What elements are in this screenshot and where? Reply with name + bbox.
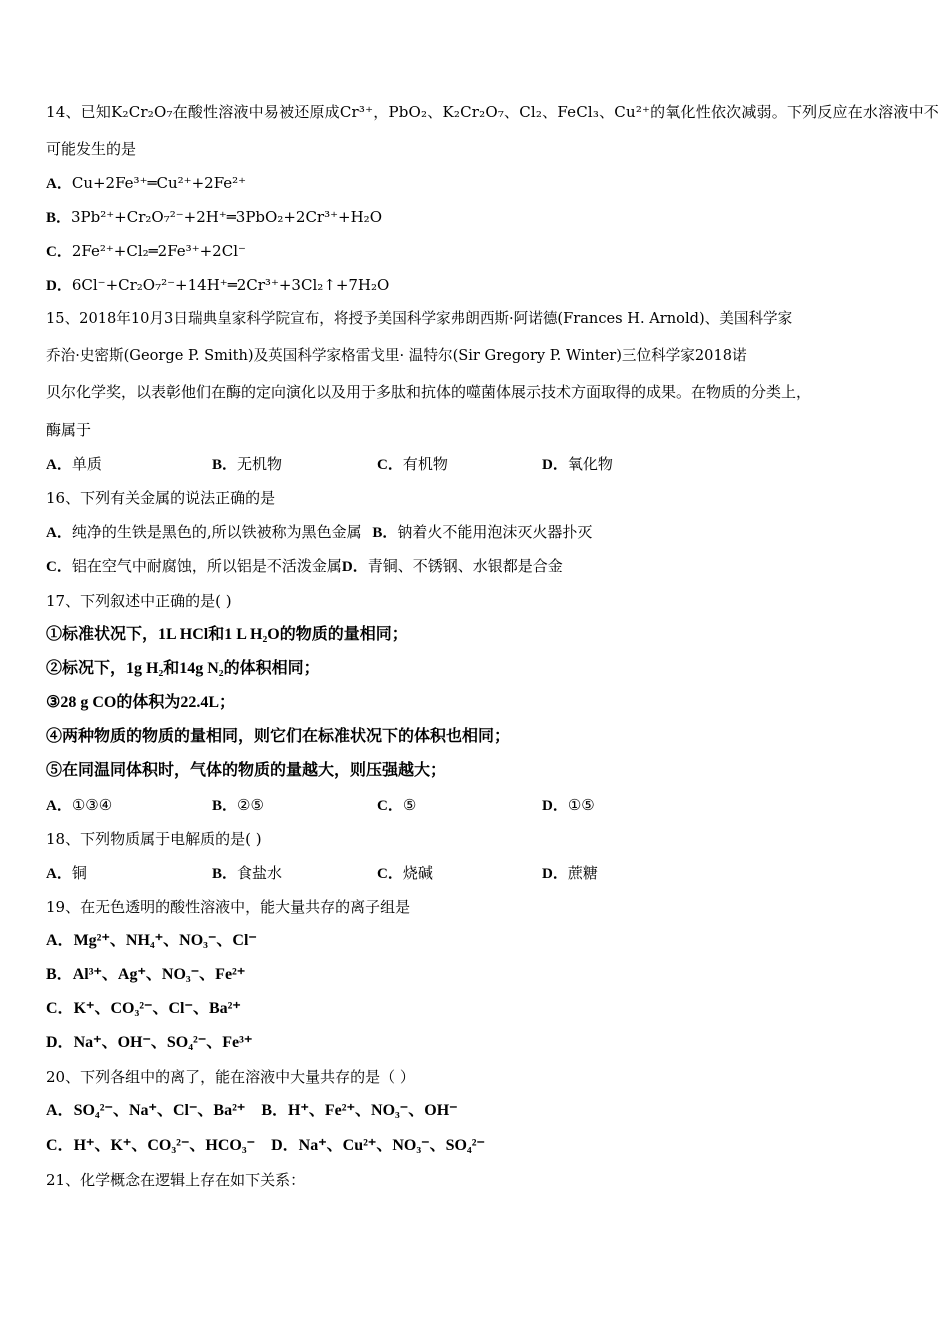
q16-option-d: D．青铜、不锈钢、水银都是合金: [341, 557, 563, 575]
q15-stem-line-4: 酶属于: [46, 421, 92, 439]
q17-statement-1: ①标准状况下，1L HCl和1 L H₂O的物质的量相同；: [46, 626, 408, 643]
q15-option-a: A．单质: [46, 455, 102, 473]
q17-statement-4: ④两种物质的物质的量相同，则它们在标准状况下的体积也相同；: [46, 728, 511, 745]
q18-stem: 18、下列物质属于电解质的是( ): [46, 830, 262, 848]
q16-options-row-1: [46, 521, 592, 544]
q18-option-a: A．铜: [46, 864, 87, 882]
q16-option-a: A．纯净的生铁是黑色的,所以铁被称为黑色金属: [46, 523, 362, 541]
q16-options-row-2: [46, 555, 563, 578]
q15-stem-line-3: 贝尔化学奖，以表彰他们在酶的定向演化以及用于多肽和抗体的噬菌体展示技术方面取得的成果。在物质的分类上，: [46, 383, 812, 401]
q20-option-c: C．H⁺、K⁺、CO₃²⁻、HCO₃⁻: [46, 1137, 256, 1154]
q18-option-d: D．蔗糖: [542, 864, 598, 882]
q18-option-c: C．烧碱: [377, 864, 433, 882]
q20-options-row-2: [46, 1135, 485, 1157]
q14-stem-line-1: 14、已知K₂Cr₂O₇在酸性溶液中易被还原成Cr³⁺，PbO₂、K₂Cr₂O₇、Cl₂、FeCl₃、Cu²⁺的氧化性依次减弱。下列反应在水溶液中不: [46, 103, 939, 121]
q17-option-a: A．①③④: [46, 796, 113, 814]
q15-options: [46, 453, 906, 475]
q20-stem: 20、下列各组中的离了，能在溶液中大量共存的是（ ）: [46, 1068, 415, 1086]
q15-option-d: D．氧化物: [542, 455, 613, 473]
q17-option-b: B．②⑤: [212, 796, 264, 814]
q14-option-b: B．3Pb²⁺+Cr₂O₇²⁻+2H⁺═3PbO₂+2Cr³⁺+H₂O: [46, 208, 382, 226]
q20-option-b: B．H⁺、Fe²⁺、NO₃⁻、OH⁻: [261, 1102, 458, 1119]
q21-stem: 21、化学概念在逻辑上存在如下关系：: [46, 1171, 306, 1189]
q19-option-d: D．Na⁺、OH⁻、SO₄²⁻、Fe³⁺: [46, 1034, 253, 1051]
q16-option-b: B．钠着火不能用泡沫灭火器扑灭: [372, 523, 593, 541]
q17-option-d: D．①⑤: [542, 796, 595, 814]
q15-stem-line-2: 乔治·史密斯(George P. Smith)及英国科学家格雷戈里· 温特尔(Sir Gregory P. Winter)三位科学家2018诺: [46, 347, 747, 364]
q20-option-a: A．SO₄²⁻、Na⁺、Cl⁻、Ba²⁺: [46, 1102, 246, 1119]
q15-stem-line-1: 15、2018年10月3日瑞典皇家科学院宣布，将授予美国科学家弗朗西斯·阿诺德(Frances H. Arnold)、美国科学家: [46, 310, 793, 327]
q16-stem: 16、下列有关金属的说法正确的是: [46, 489, 276, 507]
q14-option-a: A．Cu+2Fe³⁺═Cu²⁺+2Fe²⁺: [46, 174, 247, 192]
q17-statement-5: ⑤在同温同体积时，气体的物质的量越大，则压强越大；: [46, 762, 447, 779]
q15-option-b: B．无机物: [212, 455, 283, 473]
q19-option-b: B．Al³⁺、Ag⁺、NO₃⁻、Fe²⁺: [46, 966, 246, 983]
q17-option-c: C．⑤: [377, 796, 417, 814]
q15-option-c: C．有机物: [377, 455, 448, 473]
q17-statement-2: ②标况下，1g H₂和14g N₂的体积相同；: [46, 660, 320, 677]
q18-option-b: B．食盐水: [212, 864, 283, 882]
q19-stem: 19、在无色透明的酸性溶液中，能大量共存的离子组是: [46, 898, 411, 916]
q18-options: [46, 862, 906, 884]
q16-option-c: C．铝在空气中耐腐蚀，所以铝是不活泼金属: [46, 557, 342, 575]
q14-option-d: D．6Cl⁻+Cr₂O₇²⁻+14H⁺═2Cr³⁺+3Cl₂↑+7H₂O: [46, 276, 390, 294]
q14-stem-line-2: 可能发生的是: [46, 140, 137, 158]
q20-options-row-1: [46, 1100, 458, 1122]
q17-statement-3: ③28 g CO的体积为22.4L；: [46, 694, 236, 711]
q19-option-c: C．K⁺、CO₃²⁻、Cl⁻、Ba²⁺: [46, 1000, 241, 1017]
q14-option-c: C．2Fe²⁺+Cl₂═2Fe³⁺+2Cl⁻: [46, 242, 246, 260]
q17-stem: 17、下列叙述中正确的是( ): [46, 592, 232, 610]
q17-options: [46, 794, 906, 816]
q19-option-a: A．Mg²⁺、NH₄⁺、NO₃⁻、Cl⁻: [46, 932, 257, 949]
q20-option-d: D．Na⁺、Cu²⁺、NO₃⁻、SO₄²⁻: [271, 1137, 485, 1154]
